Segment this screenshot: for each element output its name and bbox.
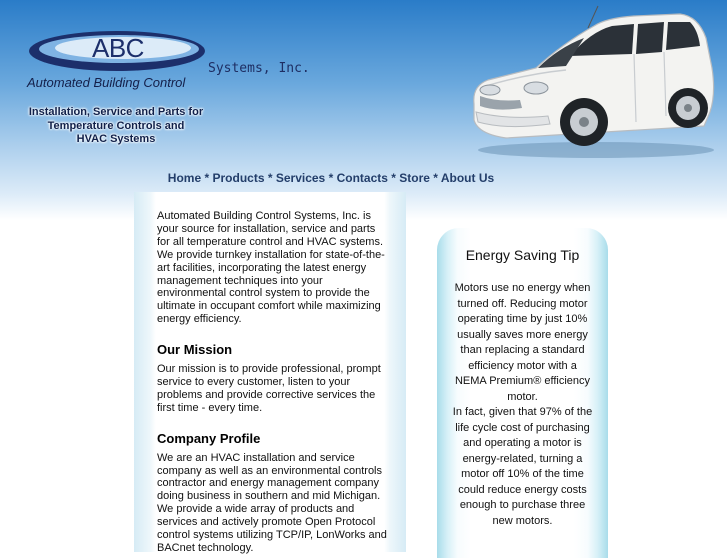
nav-contacts[interactable]: Contacts: [336, 171, 388, 185]
header-banner: [0, 0, 727, 220]
tip-title: Energy Saving Tip: [465, 247, 580, 263]
profile-heading: Company Profile: [157, 430, 261, 446]
logo-text: ABC: [92, 33, 144, 63]
nav-separator: *: [429, 171, 441, 185]
mission-paragraph: Our mission is to provide professional, prompt service to every customer, listen to your problems and provide corrective services the first time - every time.: [157, 363, 381, 414]
nav-separator: *: [325, 171, 337, 185]
company-subtitle: [26, 106, 206, 147]
nav-products[interactable]: Products: [212, 171, 265, 185]
subtitle-line: Temperature Controls and: [47, 119, 185, 132]
subtitle-line: HVAC Systems: [76, 133, 156, 145]
main-navigation: [0, 171, 662, 185]
tip-paragraph: In fact, given that 97% of the life cycle cost of purchasing and operating a motor is energy-related, turning a motor off 10% of the time could reduce energy costs enough to purchase three new motors.: [452, 406, 593, 527]
energy-tip-panel: [437, 228, 608, 558]
mission-heading: Our Mission: [157, 342, 233, 358]
main-content-panel: [134, 192, 406, 552]
nav-store[interactable]: Store: [399, 171, 430, 185]
nav-home[interactable]: Home: [167, 171, 202, 185]
company-name-left: Automated Building Control: [27, 75, 186, 90]
tip-paragraph: Motors use no energy when turned off. Reducing motor operating time by just 10% usually saves more energy than replacing a standard efficiency motor with a NEMA Premium® efficiency motor.: [454, 282, 591, 403]
white-car-image: [466, 4, 720, 160]
nav-separator: *: [201, 171, 213, 185]
nav-services[interactable]: Services: [275, 171, 326, 185]
main-content: [157, 210, 389, 555]
nav-separator: *: [264, 171, 276, 185]
tip-body: [451, 281, 594, 529]
subtitle-line: Installation, Service and Parts for: [28, 106, 204, 118]
intro-paragraph: Automated Building Control Systems, Inc. is your source for installation, service and parts for all temperature control and HVAC systems. We provide turnkey installation for state-of-the-art facilities, incorporating the latest energy management techniques into your environmental control system to provide the ultimate in occupant comfort while maximizing energy efficiency.: [157, 210, 385, 326]
company-name-right: Systems, Inc.: [208, 61, 310, 76]
profile-paragraph: We are an HVAC installation and service company as well as an environmental controls contractor and energy management company doing business in southern and mid Michigan. We provide a wide array of products and services and actively promote Open Protocol control systems utilizing TCP/IP, LonWorks and BACnet technology.: [157, 451, 387, 554]
nav-about-us[interactable]: About Us: [440, 171, 495, 185]
nav-separator: *: [387, 171, 400, 185]
